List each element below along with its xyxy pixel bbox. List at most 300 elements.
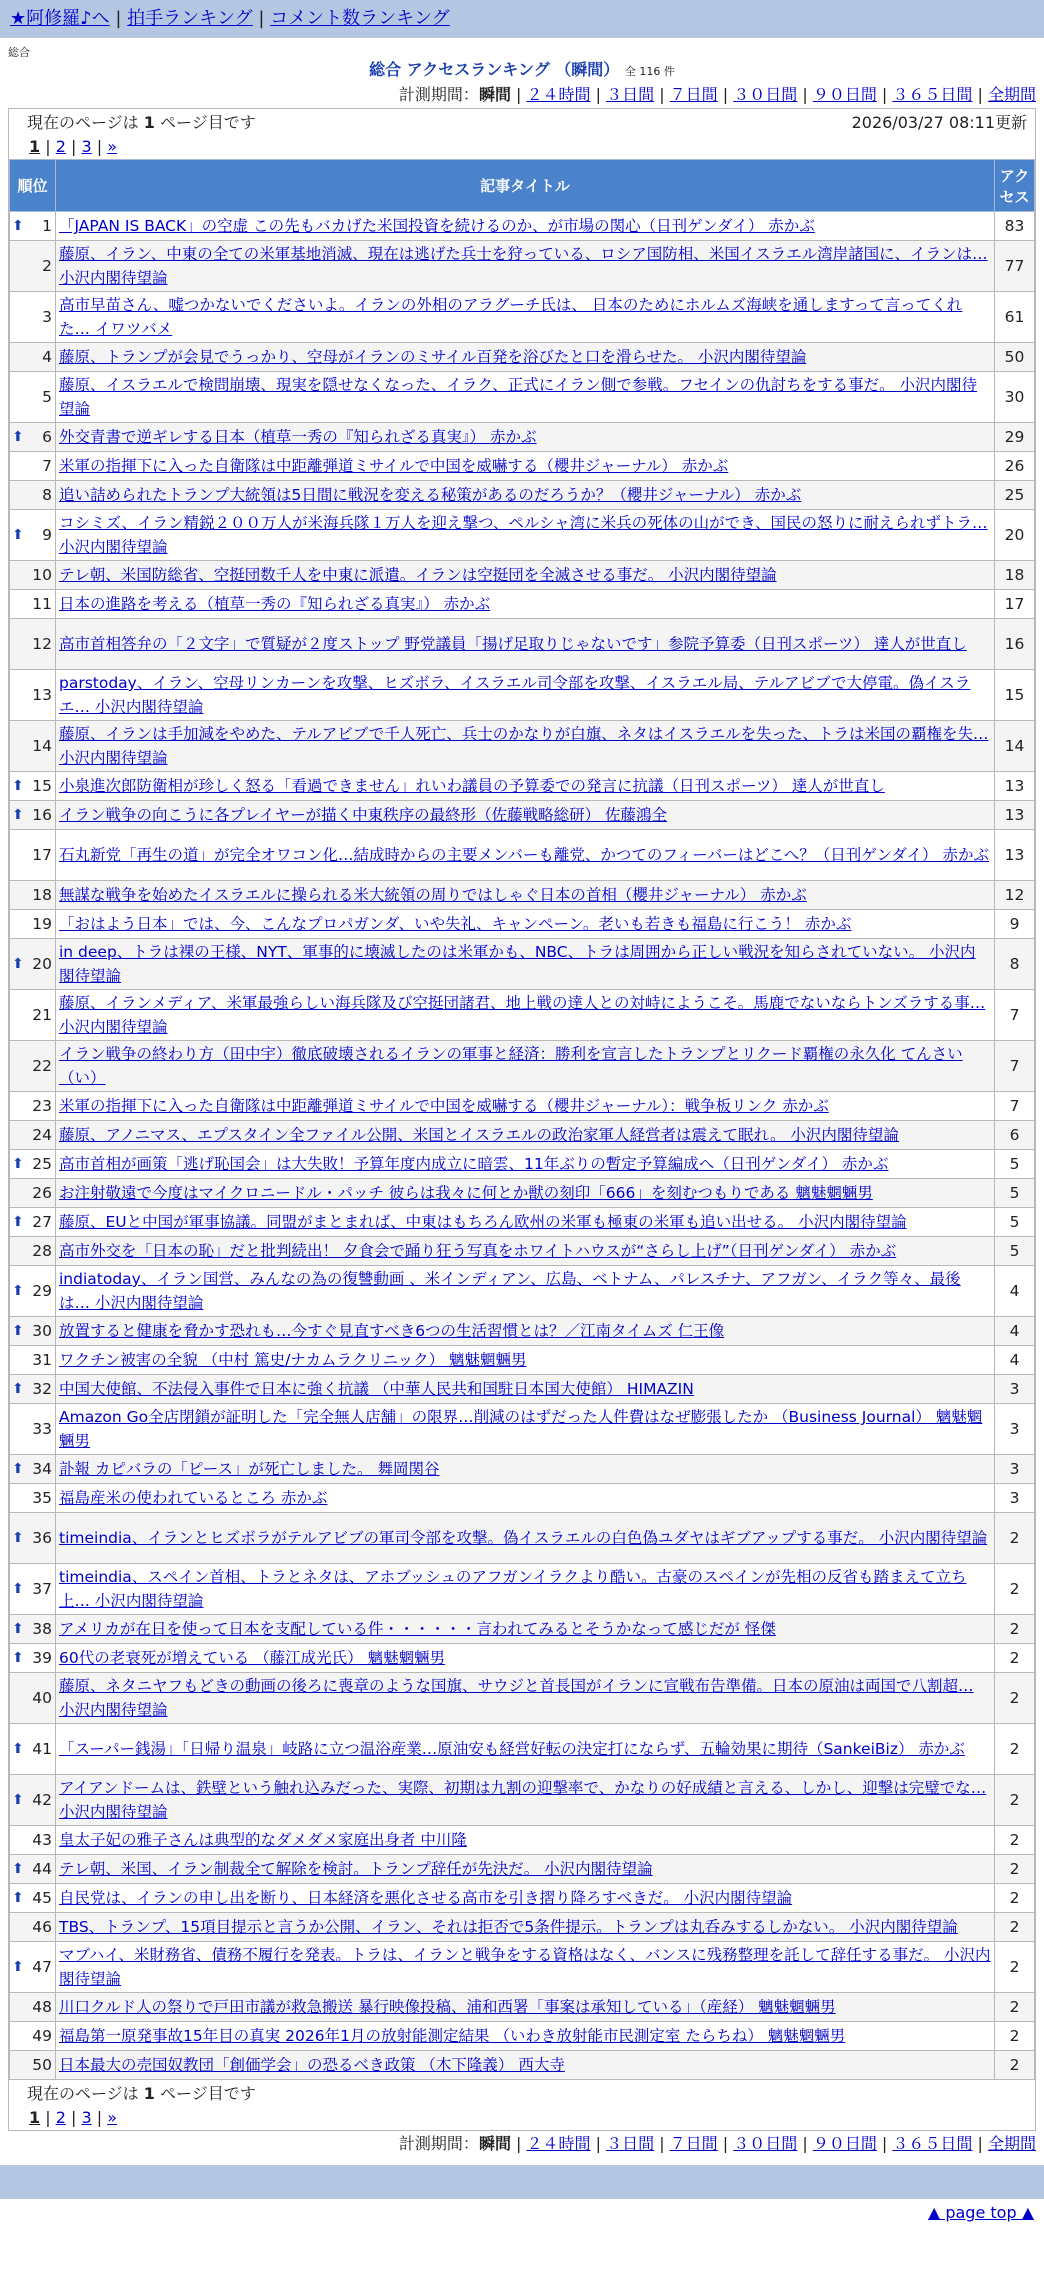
article-link[interactable]: コシミズ、イラン精鋭２００万人が米海兵隊１万人を迎え撃つ、ペルシャ湾に米兵の死体の山ができ、国民の怒りに耐えられずトラ… 小沢内閣待望論: [59, 514, 988, 556]
article-link[interactable]: 藤原、ネタニヤフもどきの動画の後ろに喪章のような国旗、サウジと首長国がイランに宣戦布告準備。日本の原油は両国で八割超… 小沢内閣待望論: [59, 1677, 974, 1719]
table-row: [10, 561, 1035, 590]
table-row: [10, 1041, 1035, 1092]
article-link[interactable]: 米軍の指揮下に入った自衛隊は中距離弾道ミサイルで中国を威嚇する（櫻井ジャーナル） 赤かぶ: [59, 457, 729, 475]
article-link[interactable]: 小泉進次郎防衛相が珍しく怒る「看過できません」れいわ議員の予算委での発言に抗議（日刊スポーツ） 達人が世直し: [59, 777, 885, 795]
title-cell: [56, 1884, 995, 1913]
rank-up-arrow-icon: ⬆: [12, 1861, 24, 1877]
pager-current-page: 1: [29, 137, 41, 156]
title-cell: [56, 830, 995, 881]
access-count: 2: [995, 1513, 1035, 1564]
rank-number: 26: [32, 1184, 52, 1202]
title-cell: [56, 1208, 995, 1237]
article-link[interactable]: 福島第一原発事故15年目の真実 2026年1月の放射能測定結果 （いわき放射能市民測定室 たらちね） 魑魅魍魎男: [59, 2027, 846, 2045]
rank-cell: [10, 772, 56, 801]
article-link[interactable]: 「JAPAN IS BACK」の空虚 この先もバカげた米国投資を続けるのか、が市場の関心（日刊ゲンダイ） 赤かぶ: [59, 217, 815, 235]
rank-cell: [10, 1913, 56, 1942]
article-link[interactable]: Amazon Go全店閉鎖が証明した「完全無人店舗」の限界…削減のはずだった人件費はなぜ膨張したか （Business Journal） 魑魅魍魎男: [59, 1408, 983, 1450]
rank-number: 8: [42, 486, 52, 504]
article-link[interactable]: in deep、トラは裸の王様、NYT、軍事的に壊滅したのは米軍かも、NBC、トラは周囲から正しい戦況を知らされていない。 小沢内閣待望論: [59, 943, 976, 985]
rank-cell: [10, 1993, 56, 2022]
rank-up-arrow-icon: ⬆: [12, 1283, 24, 1299]
table-row: [10, 423, 1035, 452]
title-cell: [56, 1150, 995, 1179]
article-link[interactable]: 放置すると健康を脅かす恐れも…今すぐ見直すべき6つの生活習慣とは？／江南タイムズ 仁王像: [59, 1322, 725, 1340]
article-link[interactable]: 無謀な戦争を始めたイスラエルに操られる米大統領の周りではしゃぐ日本の首相（櫻井ジャーナル） 赤かぶ: [59, 886, 807, 904]
pager-separator: |: [40, 2108, 56, 2127]
article-link[interactable]: timeindia、スペイン首相、トラとネタは、アホブッシュのアフガンイラクより酷い。古豪のスペインが先相の反省も踏まえて立ち上… 小沢内閣待望論: [59, 1568, 967, 1610]
table-row: [10, 1513, 1035, 1564]
rank-cell: [10, 830, 56, 881]
title-cell: [56, 772, 995, 801]
access-count: 9: [995, 910, 1035, 939]
title-cell: [56, 1484, 995, 1513]
table-row: [10, 939, 1035, 990]
table-row: [10, 1237, 1035, 1266]
ranking-box: [8, 108, 1036, 2131]
article-link[interactable]: テレ朝、米国防総省、空挺団数千人を中東に派遣。イランは空挺団を全滅させる事だ。 小沢内閣待望論: [59, 566, 777, 584]
rank-number: 34: [32, 1460, 52, 1478]
article-link[interactable]: イラン戦争の向こうに各プレイヤーが描く中東秩序の最終形（佐藤戦略総研） 佐藤鴻全: [59, 806, 668, 824]
rank-cell: [10, 1266, 56, 1317]
article-link[interactable]: 藤原、トランプが会見でうっかり、空母がイランのミサイル百発を浴びたと口を滑らせた。 小沢内閣待望論: [59, 348, 807, 366]
period-current: 瞬間: [478, 85, 511, 104]
title-cell: [56, 1942, 995, 1993]
period-separator: |: [972, 2134, 988, 2153]
rank-cell: [10, 590, 56, 619]
article-link[interactable]: 藤原、イスラエルで検問崩壊、現実を隠せなくなった、イラク、正式にイラン側で参戦。フセインの仇討ちをする事だ。 小沢内閣待望論: [59, 376, 978, 418]
table-row: [10, 670, 1035, 721]
access-count: 2: [995, 2051, 1035, 2080]
access-count: 7: [995, 990, 1035, 1041]
rank-number: 27: [32, 1213, 52, 1231]
table-row: [10, 590, 1035, 619]
table-row: [10, 372, 1035, 423]
table-row: [10, 1266, 1035, 1317]
pager-separator: |: [40, 137, 56, 156]
table-row: [10, 801, 1035, 830]
article-link[interactable]: 「おはよう日本」では、今、こんなプロパガンダ、いや失礼、キャンペーン。老いも若きも福島に行こう！ 赤かぶ: [59, 915, 852, 933]
col-access-header: アクセス: [995, 160, 1035, 212]
access-count: 2: [995, 1724, 1035, 1775]
title-cell: [56, 1404, 995, 1455]
article-link[interactable]: 石丸新党「再生の道」が完全オワコン化…結成時からの主要メンバーも離党、かつてのフィーバーはどこへ？（日刊ゲンダイ） 赤かぶ: [59, 846, 989, 864]
pager-link-2[interactable]: 2: [55, 137, 66, 156]
rank-number: 12: [32, 635, 52, 653]
rank-up-arrow-icon: ⬆: [12, 1381, 24, 1397]
rank-number: 1: [42, 217, 52, 235]
home-link[interactable]: ★阿修羅♪へ: [10, 8, 110, 29]
period-link-6[interactable]: ３６５日間: [892, 85, 973, 104]
table-row: [10, 1673, 1035, 1724]
pager-link-2[interactable]: 2: [55, 2108, 66, 2127]
title-cell: [56, 1513, 995, 1564]
rank-up-arrow-icon: ⬆: [12, 1621, 24, 1637]
rank-up-arrow-icon: ⬆: [12, 1530, 24, 1546]
rank-number: 43: [32, 1831, 52, 1849]
period-link-4[interactable]: ３０日間: [733, 85, 798, 104]
access-count: 2: [995, 1615, 1035, 1644]
table-row: [10, 1884, 1035, 1913]
rank-cell: [10, 1615, 56, 1644]
rank-number: 10: [32, 566, 52, 584]
rank-number: 13: [32, 686, 52, 704]
period-label: 計測期間：: [398, 85, 479, 104]
access-count: 50: [995, 343, 1035, 372]
rank-cell: [10, 1121, 56, 1150]
table-row: [10, 1826, 1035, 1855]
title-cell: [56, 1179, 995, 1208]
rank-number: 14: [32, 737, 52, 755]
table-row: [10, 1724, 1035, 1775]
article-link[interactable]: timeindia、イランとヒズボラがテルアビブの軍司令部を攻撃。偽イスラエルの白色偽ユダヤはギブアップする事だ。 小沢内閣待望論: [59, 1529, 988, 1547]
rank-number: 9: [42, 526, 52, 544]
table-row: [10, 1404, 1035, 1455]
article-link[interactable]: 藤原、イラン、中東の全ての米軍基地消滅、現在は逃げた兵士を狩っている、ロシア国防相、米国イスラエル湾岸諸国に、イランは… 小沢内閣待望論: [59, 245, 988, 287]
pager-next-link[interactable]: »: [107, 2108, 117, 2127]
table-row: [10, 721, 1035, 772]
period-label: 計測期間：: [398, 2134, 479, 2153]
title-cell: [56, 1237, 995, 1266]
rank-number: 28: [32, 1242, 52, 1260]
period-separator: |: [590, 2134, 607, 2153]
article-link[interactable]: 高市首相が画策「逃げ恥国会」は大失敗！予算年度内成立に暗雲、11年ぶりの暫定予算編成へ（日刊ゲンダイ） 赤かぶ: [59, 1155, 889, 1173]
access-count: 2: [995, 1673, 1035, 1724]
rank-number: 47: [32, 1958, 52, 1976]
pager-link-3[interactable]: 3: [81, 137, 92, 156]
access-count: 25: [995, 481, 1035, 510]
table-row: [10, 881, 1035, 910]
period-separator: |: [876, 2134, 893, 2153]
pager-link-3[interactable]: 3: [81, 2108, 92, 2127]
table-row: [10, 481, 1035, 510]
title-cell: [56, 1826, 995, 1855]
table-row: [10, 212, 1035, 241]
period-link-2[interactable]: ３日間: [606, 2134, 655, 2153]
rank-cell: [10, 2051, 56, 2080]
rank-cell: [10, 1826, 56, 1855]
rank-number: 31: [32, 1351, 52, 1369]
article-link[interactable]: テレ朝、米国、イラン制裁全て解除を検討。トランプ辞任が先決だ。 小沢内閣待望論: [59, 1860, 653, 1878]
category-label: 総合: [8, 46, 30, 59]
table-row: [10, 1775, 1035, 1826]
rank-cell: [10, 910, 56, 939]
comment-ranking-link[interactable]: コメント数ランキング: [270, 8, 450, 29]
title-cell: [56, 670, 995, 721]
period-separator: |: [876, 85, 893, 104]
article-link[interactable]: TBS、トランプ、15項目提示と言うか公開、イラン、それは拒否で5条件提示。トランプは丸呑みするしかない。 小沢内閣待望論: [59, 1918, 958, 1936]
table-row: [10, 830, 1035, 881]
clap-ranking-link[interactable]: 拍手ランキング: [127, 8, 253, 29]
pager-current-page: 1: [29, 2108, 41, 2127]
access-count: 5: [995, 1237, 1035, 1266]
rank-cell: [10, 1775, 56, 1826]
rank-cell: [10, 1237, 56, 1266]
rank-up-arrow-icon: ⬆: [12, 778, 24, 794]
title-cell: [56, 212, 995, 241]
rank-number: 45: [32, 1889, 52, 1907]
pager-separator: |: [91, 137, 108, 156]
pager-next-link[interactable]: »: [107, 137, 117, 156]
rank-cell: [10, 801, 56, 830]
table-row: [10, 1208, 1035, 1237]
access-count: 6: [995, 1121, 1035, 1150]
rank-number: 5: [42, 388, 52, 406]
article-link[interactable]: アイアンドームは、鉄壁という触れ込みだった、実際、初期は九割の迎撃率で、かなりの好成績と言える、しかし、迎撃は完璧でな… 小沢内閣待望論: [59, 1779, 987, 1821]
rank-cell: [10, 1884, 56, 1913]
rank-number: 36: [32, 1529, 52, 1547]
rank-up-arrow-icon: ⬆: [12, 1792, 24, 1808]
table-row: [10, 1942, 1035, 1993]
article-link[interactable]: 高市外交を「日本の恥」だと批判続出！ 夕食会で踊り狂う写真をホワイトハウスが“さらし上げ”（日刊ゲンダイ） 赤かぶ: [59, 1242, 897, 1260]
table-row: [10, 772, 1035, 801]
article-link[interactable]: indiatoday、イラン国営、みんなの為の復讐動画 、米インディアン、広島、ベトナム、パレスチナ、アフガン、イラク等々、最後は… 小沢内閣待望論: [59, 1270, 961, 1312]
title-cell: [56, 1455, 995, 1484]
period-link-5[interactable]: ９０日間: [812, 85, 877, 104]
title-cell: [56, 1317, 995, 1346]
rank-number: 44: [32, 1860, 52, 1878]
article-link[interactable]: イラン戦争の終わり方（田中宇）徹底破壊されるイランの軍事と経済：勝利を宣言したトランプとリクード覇権の永久化 てんさい（い）: [59, 1045, 963, 1087]
table-row: [10, 292, 1035, 343]
article-link[interactable]: 日本の進路を考える（植草一秀の『知られざる真実』） 赤かぶ: [59, 595, 491, 613]
access-count: 3: [995, 1484, 1035, 1513]
rank-up-arrow-icon: ⬆: [12, 1959, 24, 1975]
page-info-number: 1: [143, 113, 155, 132]
period-separator: |: [510, 85, 527, 104]
article-link[interactable]: アメリカが在日を使って日本を支配している件・・・・・・言われてみるとそうかなって感じだが 怪傑: [59, 1620, 776, 1638]
rank-up-arrow-icon: ⬆: [12, 1461, 24, 1477]
title-cell: [56, 1673, 995, 1724]
title-cell: [56, 481, 995, 510]
access-count: 13: [995, 801, 1035, 830]
access-count: 77: [995, 241, 1035, 292]
article-link[interactable]: 訃報 カピバラの「ピース」が死亡しました。 舞岡関谷: [59, 1460, 440, 1478]
period-link-7[interactable]: 全期間: [987, 85, 1036, 104]
article-link[interactable]: 藤原、アノニマス、エプスタイン全ファイル公開、米国とイスラエルの政治家軍人経営者は震えて眠れ。 小沢内閣待望論: [59, 1126, 899, 1144]
article-link[interactable]: 藤原、イランは手加減をやめた、テルアビブで千人死亡、兵士のかなりが白旗、ネタはイスラエルを失った、トラは米国の覇権を失… 小沢内閣待望論: [59, 725, 989, 767]
rank-number: 30: [32, 1322, 52, 1340]
access-count: 17: [995, 590, 1035, 619]
rank-cell: [10, 1513, 56, 1564]
article-link[interactable]: 藤原、イランメディア、米軍最強らしい海兵隊及び空挺団諸君、地上戦の達人との対峙にようこそ。馬鹿でないならトンズラする事… 小沢内閣待望論: [59, 994, 986, 1036]
article-link[interactable]: 追い詰められたトランプ大統領は5日間に戦況を変える秘策があるのだろうか？（櫻井ジャーナル） 赤かぶ: [59, 486, 802, 504]
page-info-suffix: ページ目です: [154, 2084, 256, 2103]
period-link-4[interactable]: ３０日間: [733, 2134, 798, 2153]
access-count: 30: [995, 372, 1035, 423]
pager-top: [9, 135, 1035, 159]
article-link[interactable]: 高市首相答弁の「２文字」で質疑が２度ストップ 野党議員「揚げ足取りじゃないです」参院予算委（日刊スポーツ） 達人が世直し: [59, 635, 967, 653]
period-link-7[interactable]: 全期間: [987, 2134, 1036, 2153]
page-info-prefix: 現在のページは: [27, 113, 144, 132]
article-link[interactable]: 高市早苗さん、嘘つかないでくださいよ。イランの外相のアラグーチ氏は、 日本のためにホルムズ海峡を通しますって言ってくれた… イワツバメ: [59, 296, 963, 338]
rank-number: 48: [32, 1998, 52, 2016]
article-link[interactable]: parstoday、イラン、空母リンカーンを攻撃、ヒズボラ、イスラエル司令部を攻撃、イスラエル局、テルアビブで大停電。偽イスラエ… 小沢内閣待望論: [59, 674, 971, 716]
pager-separator: |: [91, 2108, 108, 2127]
rank-cell: [10, 452, 56, 481]
table-row: [10, 1455, 1035, 1484]
page-title: [0, 58, 1044, 82]
table-row: [10, 343, 1035, 372]
rank-number: 2: [42, 257, 52, 275]
rank-cell: [10, 619, 56, 670]
title-cell: [56, 1615, 995, 1644]
access-count: 2: [995, 1993, 1035, 2022]
title-cell: [56, 2022, 995, 2051]
rank-number: 7: [42, 457, 52, 475]
title-cell: [56, 452, 995, 481]
rank-number: 25: [32, 1155, 52, 1173]
rank-number: 24: [32, 1126, 52, 1144]
page-info-number: 1: [143, 2084, 155, 2103]
rank-cell: [10, 1208, 56, 1237]
rank-cell: [10, 1179, 56, 1208]
title-cell: [56, 1041, 995, 1092]
nav-separator: |: [115, 8, 122, 29]
access-count: 15: [995, 670, 1035, 721]
rank-number: 21: [32, 1006, 52, 1024]
rank-number: 40: [32, 1689, 52, 1707]
page-top-link[interactable]: ▲ page top ▲: [927, 2203, 1034, 2222]
access-count: 2: [995, 1942, 1035, 1993]
article-link[interactable]: 「スーパー銭湯」「日帰り温泉」岐路に立つ温浴産業…原油安も経営好転の決定打にならず、五輪効果に期待（SankeiBiz） 赤かぶ: [59, 1740, 965, 1758]
table-row: [10, 1564, 1035, 1615]
period-link-6[interactable]: ３６５日間: [892, 2134, 973, 2153]
period-separator: |: [510, 2134, 527, 2153]
article-link[interactable]: ワクチン被害の全貌 （中村 篤史/ナカムラクリニック） 魑魅魍魎男: [59, 1351, 527, 1369]
rank-number: 18: [32, 886, 52, 904]
article-link[interactable]: 自民党は、イランの申し出を断り、日本経済を悪化させる高市を引き摺り降ろすべきだ。 小沢内閣待望論: [59, 1889, 793, 1907]
rank-cell: [10, 670, 56, 721]
period-separator: |: [797, 2134, 813, 2153]
article-link[interactable]: 中国大使館、不法侵入事件で日本に強く抗議 （中華人民共和国駐日本国大使館） HIMAZIN: [59, 1380, 694, 1398]
article-link[interactable]: 日本最大の売国奴教団「創価学会」の恐るべき政策 （木下隆義） 西大寺: [59, 2056, 565, 2074]
access-count: 13: [995, 772, 1035, 801]
title-cell: [56, 939, 995, 990]
title-cell: [56, 372, 995, 423]
pager-separator: |: [65, 137, 82, 156]
period-link-3[interactable]: ７日間: [669, 85, 718, 104]
period-separator: |: [972, 85, 988, 104]
period-link-2[interactable]: ３日間: [606, 85, 655, 104]
page-info-suffix: ページ目です: [154, 113, 256, 132]
access-count: 4: [995, 1346, 1035, 1375]
access-count: 2: [995, 1644, 1035, 1673]
page-info-prefix: 現在のページは: [27, 2084, 144, 2103]
access-count: 3: [995, 1455, 1035, 1484]
access-count: 5: [995, 1208, 1035, 1237]
access-count: 3: [995, 1404, 1035, 1455]
rank-number: 29: [32, 1282, 52, 1300]
period-link-5[interactable]: ９０日間: [812, 2134, 877, 2153]
item-count: 全 116 件: [624, 65, 675, 78]
title-cell: [56, 881, 995, 910]
rank-cell: [10, 1644, 56, 1673]
table-row: [10, 2022, 1035, 2051]
access-count: 83: [995, 212, 1035, 241]
title-cell: [56, 910, 995, 939]
access-count: 18: [995, 561, 1035, 590]
period-link-1[interactable]: ２４時間: [526, 85, 591, 104]
rank-number: 3: [42, 308, 52, 326]
rank-up-arrow-icon: ⬆: [12, 1890, 24, 1906]
article-link[interactable]: 川口クルド人の祭りで戸田市議が救急搬送 暴行映像投稿、浦和西署「事案は承知している」（産経） 魑魅魍魎男: [59, 1998, 836, 2016]
col-rank-header: 順位: [10, 160, 56, 212]
rank-number: 42: [32, 1791, 52, 1809]
table-row: [10, 1913, 1035, 1942]
rank-number: 17: [32, 846, 52, 864]
table-row: [10, 1375, 1035, 1404]
article-link[interactable]: マブハイ、米財務省、債務不履行を発表。トラは、イランと戦争をする資格はなく、バンスに残務整理を託して辞任する事だ。 小沢内閣待望論: [59, 1946, 991, 1988]
title-cell: [56, 1121, 995, 1150]
article-link[interactable]: 米軍の指揮下に入った自衛隊は中距離弾道ミサイルで中国を威嚇する（櫻井ジャーナル）：戦争板リンク 赤かぶ: [59, 1097, 829, 1115]
period-separator: |: [717, 85, 734, 104]
article-link[interactable]: 藤原、EUと中国が軍事協議。同盟がまとまれば、中東はもちろん欧州の米軍も極東の米軍も追い出せる。 小沢内閣待望論: [59, 1213, 907, 1231]
article-link[interactable]: 福島産米の使われているところ 赤かぶ: [59, 1489, 328, 1507]
rank-number: 15: [32, 777, 52, 795]
access-count: 5: [995, 1179, 1035, 1208]
rank-cell: [10, 1484, 56, 1513]
access-count: 4: [995, 1266, 1035, 1317]
rank-up-arrow-icon: ⬆: [12, 1741, 24, 1757]
title-cell: [56, 1993, 995, 2022]
rank-number: 22: [32, 1057, 52, 1075]
col-title-header: 記事タイトル: [56, 160, 995, 212]
rank-up-arrow-icon: ⬆: [12, 1156, 24, 1172]
rank-cell: [10, 510, 56, 561]
rank-number: 6: [42, 428, 52, 446]
period-link-3[interactable]: ７日間: [669, 2134, 718, 2153]
table-row: [10, 241, 1035, 292]
pager-separator: |: [65, 2108, 82, 2127]
rank-number: 4: [42, 348, 52, 366]
rank-cell: [10, 1564, 56, 1615]
period-selector-top: [0, 82, 1044, 108]
rank-number: 33: [32, 1420, 52, 1438]
table-row: [10, 510, 1035, 561]
table-row: [10, 1855, 1035, 1884]
rank-cell: [10, 1855, 56, 1884]
title-cell: [56, 721, 995, 772]
table-row: [10, 1150, 1035, 1179]
page-top-row: [0, 2199, 1044, 2222]
table-row: [10, 1092, 1035, 1121]
period-link-1[interactable]: ２４時間: [526, 2134, 591, 2153]
article-link[interactable]: 60代の老衰死が増えている （藤江成光氏） 魑魅魍魎男: [59, 1649, 446, 1667]
rank-cell: [10, 1375, 56, 1404]
rank-cell: [10, 1404, 56, 1455]
article-link[interactable]: 皇太子妃の雅子さんは典型的なダメダメ家庭出身者 中川隆: [59, 1831, 467, 1849]
table-header: [10, 160, 1035, 212]
rank-cell: [10, 292, 56, 343]
access-count: 2: [995, 1884, 1035, 1913]
nav-separator: |: [258, 8, 265, 29]
title-cell: [56, 423, 995, 452]
rank-cell: [10, 1150, 56, 1179]
title-cell: [56, 619, 995, 670]
rank-number: 50: [32, 2056, 52, 2074]
article-link[interactable]: お注射敬遠で今度はマイクロニードル・パッチ 彼らは我々に何とか獣の刻印「666」を刻むつもりである 魑魅魍魎男: [59, 1184, 873, 1202]
article-link[interactable]: 外交青書で逆ギレする日本（植草一秀の『知られざる真実』） 赤かぶ: [59, 428, 537, 446]
title-cell: [56, 1346, 995, 1375]
table-row: [10, 1317, 1035, 1346]
title-cell: [56, 1266, 995, 1317]
rank-number: 19: [32, 915, 52, 933]
access-count: 7: [995, 1041, 1035, 1092]
rank-cell: [10, 721, 56, 772]
title-cell: [56, 561, 995, 590]
title-cell: [56, 1564, 995, 1615]
title-cell: [56, 1092, 995, 1121]
period-separator: |: [654, 2134, 670, 2153]
